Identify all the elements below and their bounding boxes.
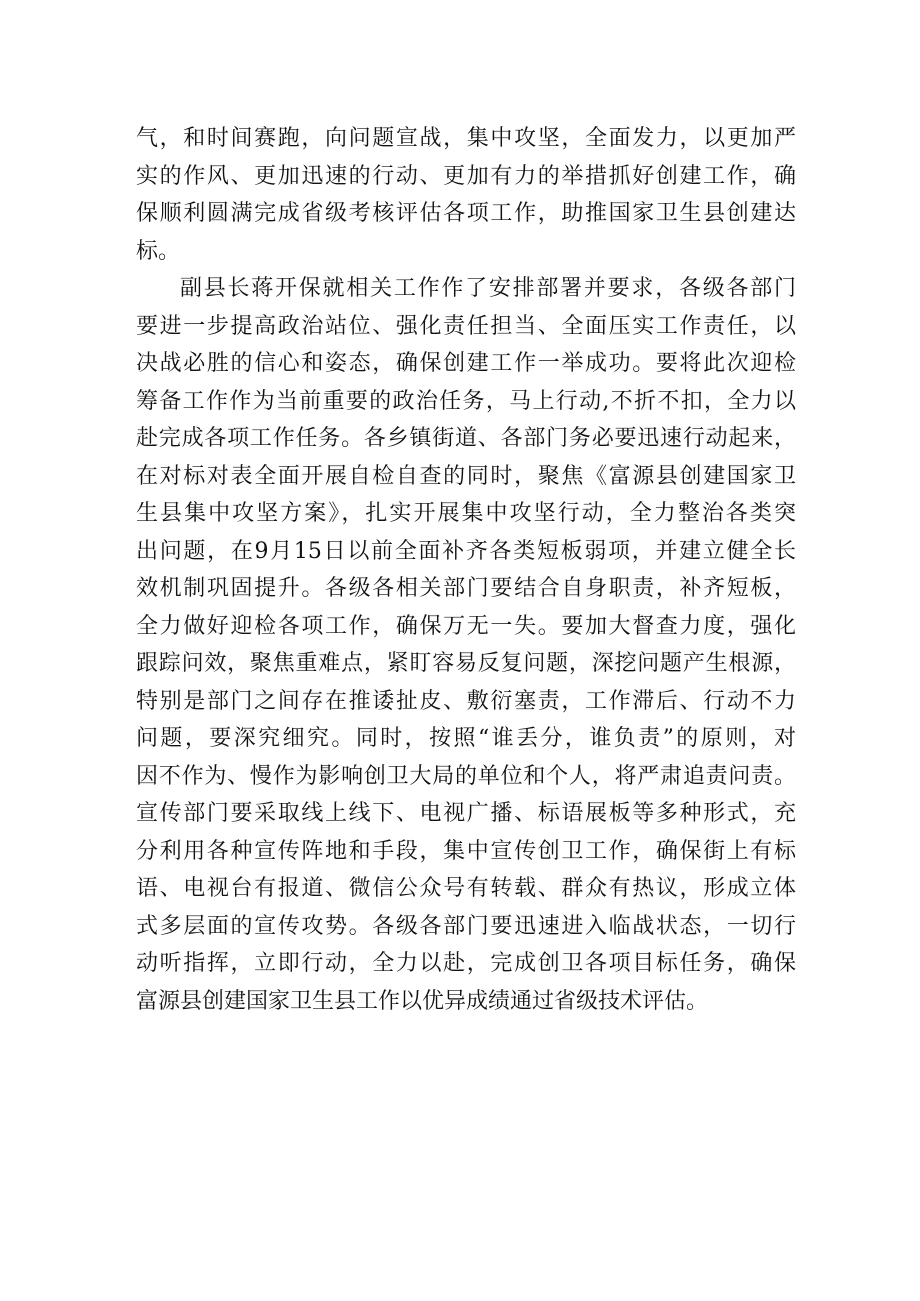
paragraph-1-line-1: 气，和时间赛跑，向问题宣战，集中攻坚，全面发力，以更加严	[136, 126, 796, 151]
paragraph-2-line-8: 出问题，在9月15日以前全面补齐各类短板弱项，并建立健全长	[136, 538, 796, 564]
paragraph-2-line-11: 跟踪问效，聚焦重难点，紧盯容易反复问题，深挖问题产生根源，	[136, 651, 796, 676]
paragraph-2-line-1: 副县长蒋开保就相关工作作了安排部署并要求，各级各部门	[180, 276, 796, 301]
paragraph-2-line-20: 富源县创建国家卫生县工作以优异成绩通过省级技术评估。	[136, 988, 709, 1014]
paragraph-1-line-3: 保顺利圆满完成省级考核评估各项工作，助推国家卫生县创建达	[136, 201, 796, 226]
paragraph-1-line-4: 标。	[136, 238, 181, 264]
paragraph-2-line-18: 式多层面的宣传攻势。各级各部门要迅速进入临战状态，一切行	[136, 913, 796, 939]
paragraph-1-line-2: 实的作风、更加迅速的行动、更加有力的举措抓好创建工作，确	[136, 163, 796, 189]
paragraph-2-line-4: 筹备工作作为当前重要的政治任务，马上行动,不折不扣，全力以	[136, 388, 796, 414]
paragraph-2-line-12: 特别是部门之间存在推诿扯皮、敷衍塞责，工作滞后、行动不力	[136, 688, 796, 714]
paragraph-2-line-2: 要进一步提高政治站位、强化责任担当、全面压实工作责任，以	[136, 313, 796, 339]
paragraph-2-line-10: 全力做好迎检各项工作，确保万无一失。要加大督查力度，强化	[136, 613, 796, 639]
paragraph-2-line-13: 问题，要深究细究。同时，按照“谁丢分，谁负责”的原则，对	[136, 726, 796, 751]
document-body	[136, 120, 796, 1020]
paragraph-2-line-16: 分利用各种宣传阵地和手段，集中宣传创卫工作，确保街上有标	[136, 838, 796, 864]
paragraph-2-line-15: 宣传部门要采取线上线下、电视广播、标语展板等多种形式，充	[136, 801, 796, 826]
paragraph-2-line-17: 语、电视台有报道、微信公众号有转载、群众有热议，形成立体	[136, 876, 796, 901]
paragraph-2-line-19: 动听指挥，立即行动，全力以赴，完成创卫各项目标任务，确保	[136, 951, 796, 976]
paragraph-2-line-6: 在对标对表全面开展自检自查的同时，聚焦《富源县创建国家卫	[136, 463, 796, 489]
paragraph-2-line-9: 效机制巩固提升。各级各相关部门要结合自身职责，补齐短板，	[136, 576, 796, 601]
paragraph-2-line-3: 决战必胜的信心和姿态，确保创建工作一举成功。要将此次迎检	[136, 351, 796, 376]
paragraph-2-line-7: 生县集中攻坚方案》，扎实开展集中攻坚行动，全力整治各类突	[136, 501, 796, 526]
paragraph-2-line-5: 赴完成各项工作任务。各乡镇街道、各部门务必要迅速行动起来，	[136, 426, 796, 451]
paragraph-2-line-14: 因不作为、慢作为影响创卫大局的单位和个人，将严肃追责问责。	[136, 763, 796, 789]
